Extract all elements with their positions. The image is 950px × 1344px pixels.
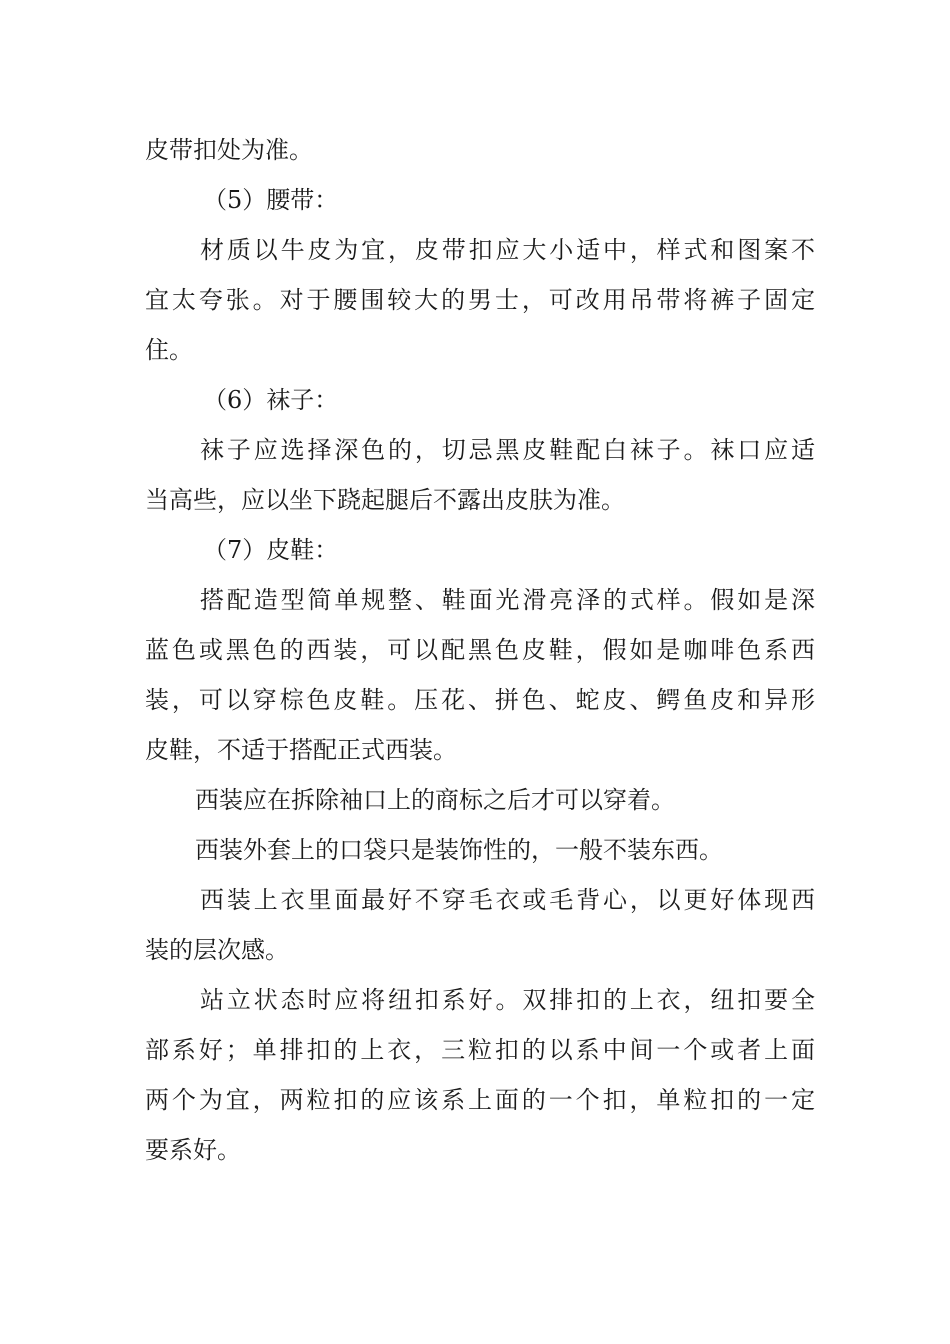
text-line: 两个为宜，两粒扣的应该系上面的一个扣，单粒扣的一定 [145,1086,815,1114]
text-line: 袜子应选择深色的，切忌黑皮鞋配白袜子。袜口应适 [200,436,815,464]
section-heading-socks: （6）袜子： [203,386,339,414]
text-line: 西装上衣里面最好不穿毛衣或毛背心，以更好体现西 [200,886,815,914]
text-line: 站立状态时应将纽扣系好。双排扣的上衣，纽扣要全 [200,986,815,1014]
text-line: 住。 [145,336,193,364]
text-line: 蓝色或黑色的西装，可以配黑色皮鞋，假如是咖啡色系西 [145,636,815,664]
text-line: 要系好。 [145,1136,241,1164]
section-heading-shoes: （7）皮鞋： [203,536,339,564]
text-line: 宜太夸张。对于腰围较大的男士，可改用吊带将裤子固定 [145,286,815,314]
text-line: 皮鞋，不适于搭配正式西装。 [145,736,457,764]
text-line: 西装应在拆除袖口上的商标之后才可以穿着。 [195,786,675,814]
text-line: 装，可以穿棕色皮鞋。压花、拼色、蛇皮、鳄鱼皮和异形 [145,686,815,714]
text-line: 皮带扣处为准。 [145,136,313,164]
section-heading-belt: （5）腰带： [203,186,339,214]
text-line: 搭配造型简单规整、鞋面光滑亮泽的式样。假如是深 [200,586,815,614]
text-line: 西装外套上的口袋只是装饰性的，一般不装东西。 [195,836,723,864]
text-line: 部系好；单排扣的上衣，三粒扣的以系中间一个或者上面 [145,1036,815,1064]
text-line: 材质以牛皮为宜，皮带扣应大小适中，样式和图案不 [200,236,815,264]
text-line: 装的层次感。 [145,936,289,964]
text-line: 当高些，应以坐下跷起腿后不露出皮肤为准。 [145,486,625,514]
